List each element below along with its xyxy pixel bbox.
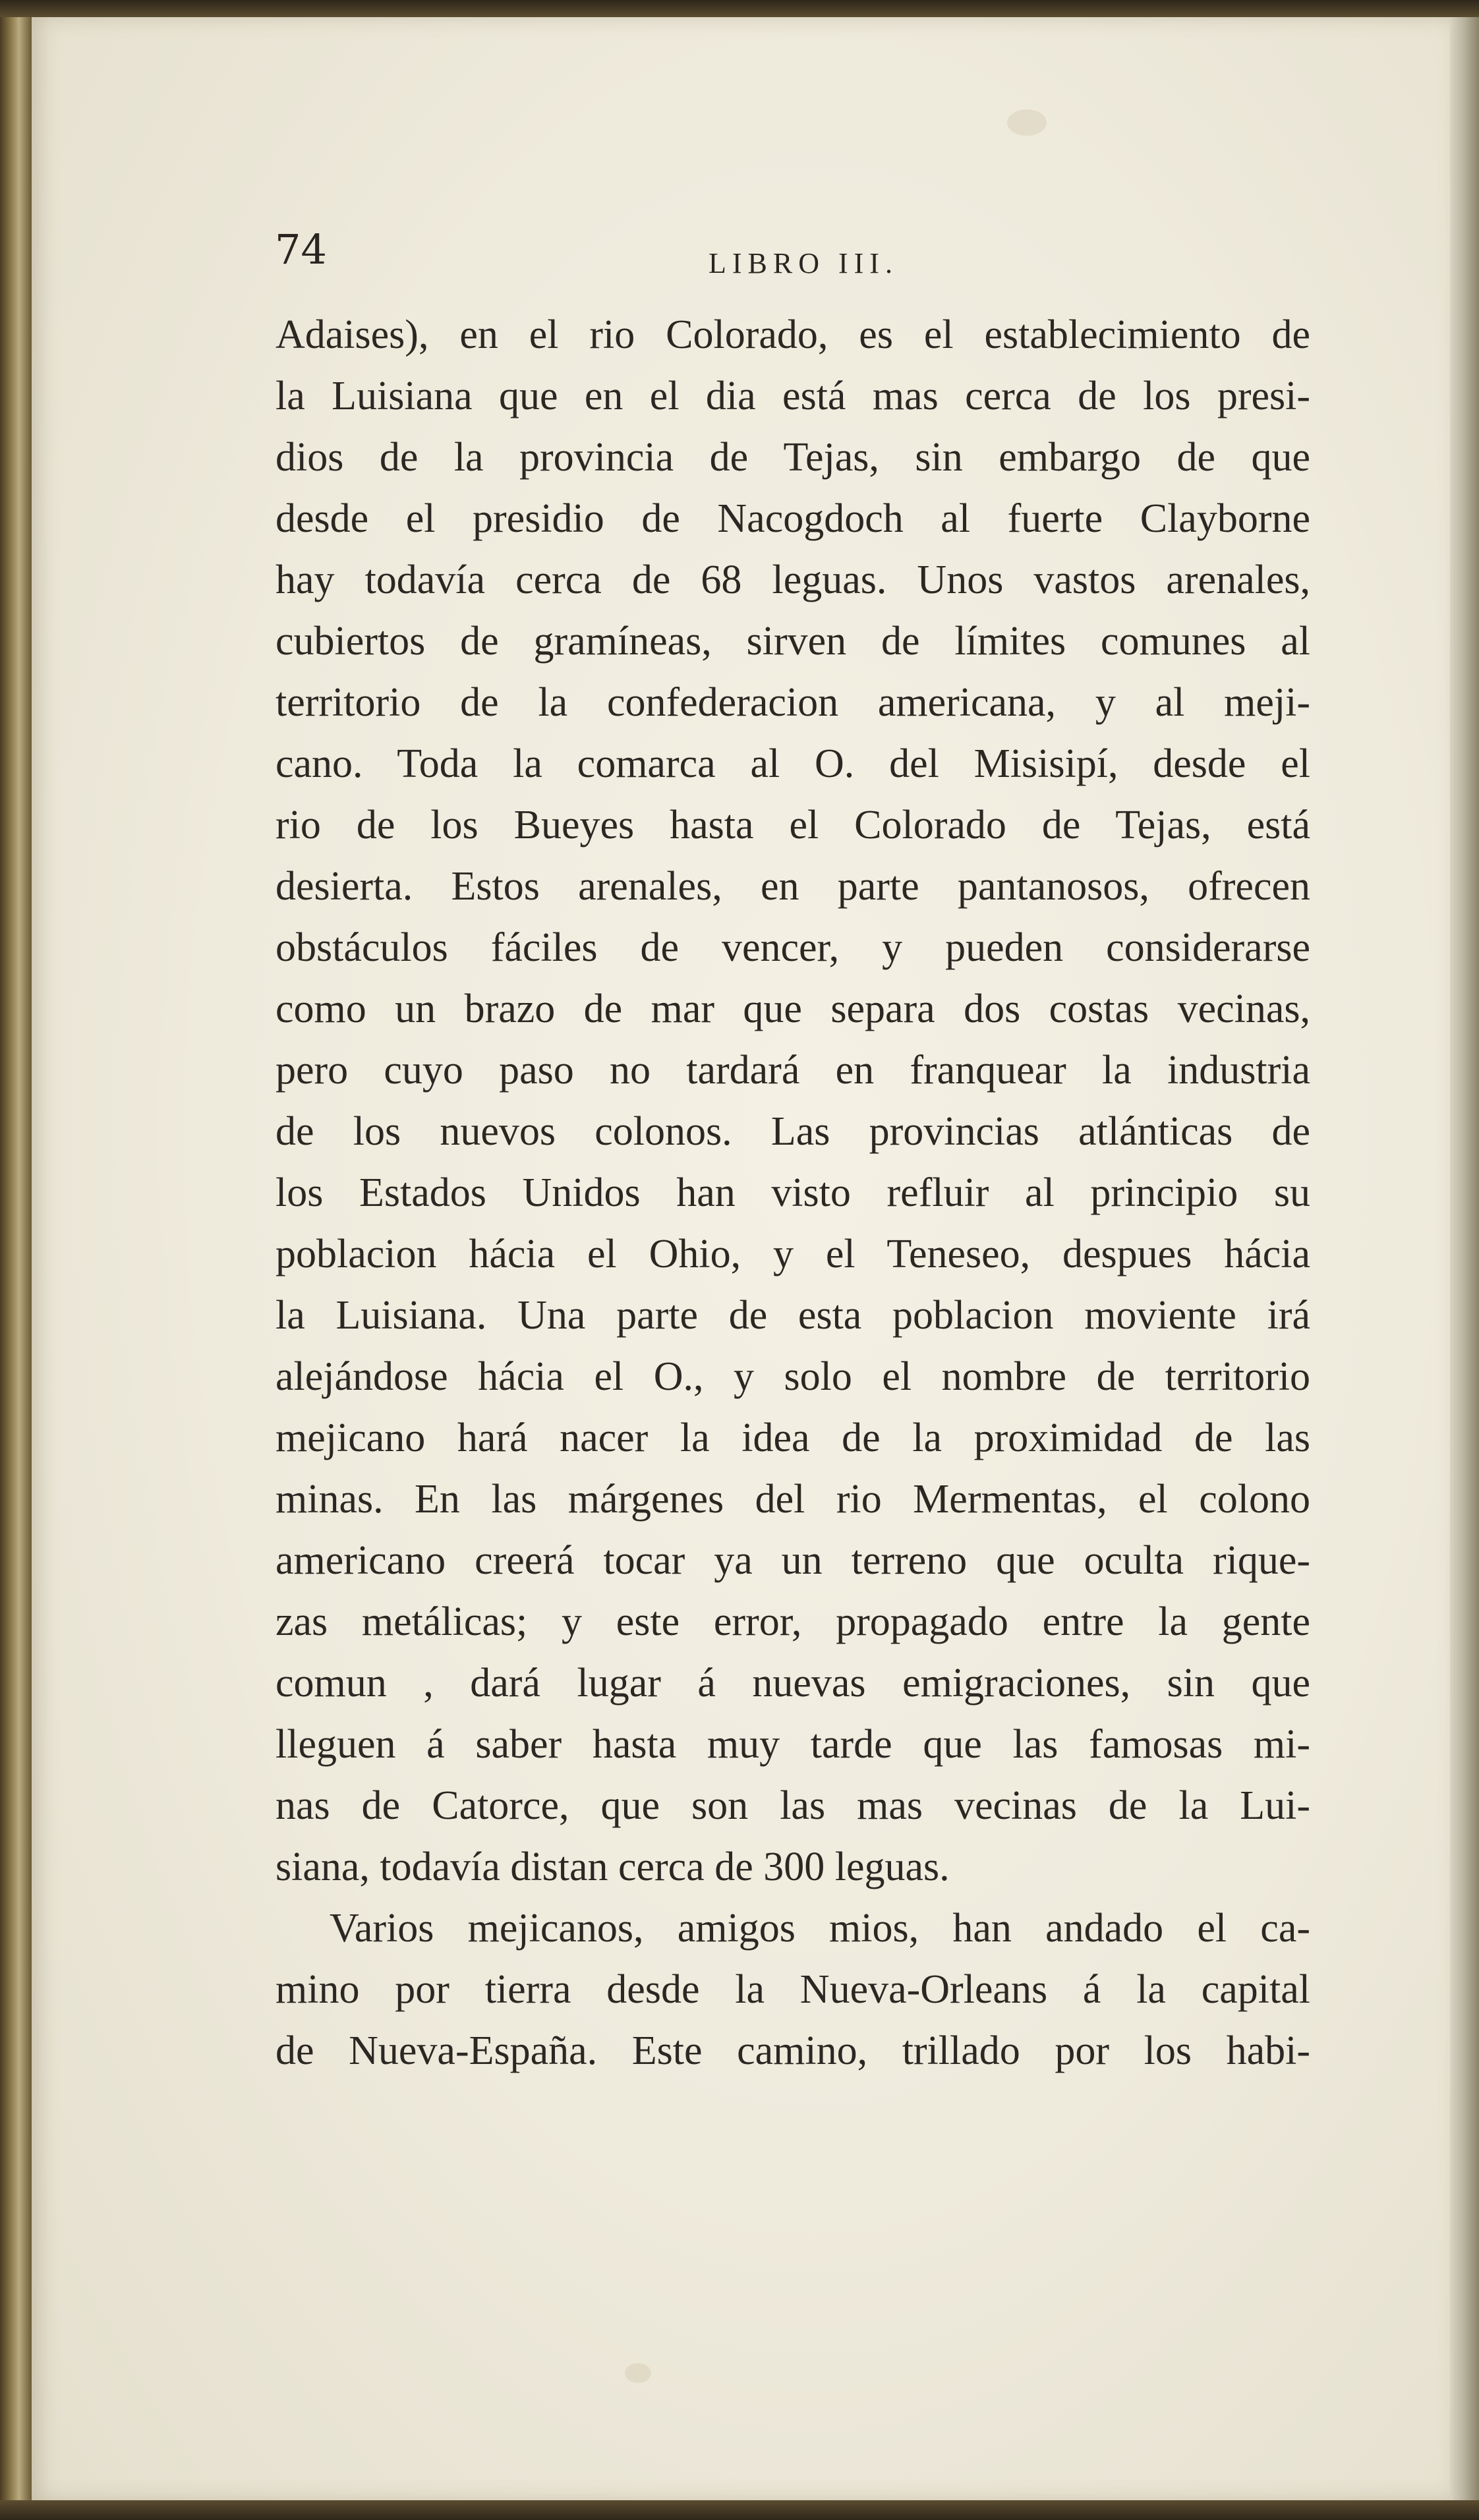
- running-head: [241, 211, 1335, 283]
- text-line: zas metálicas; y este error, propagado entre la gente: [276, 1599, 1310, 1644]
- text-line: comun , dará lugar á nuevas emigraciones, sin que: [276, 1661, 1310, 1705]
- text-line: Adaises), en el rio Colorado, es el establecimiento de: [276, 312, 1310, 357]
- text-line: pero cuyo paso no tardará en franquear la industria: [276, 1048, 1310, 1093]
- text-line: de los nuevos colonos. Las provincias atlánticas de: [276, 1109, 1310, 1154]
- page-fore-edge: [1450, 0, 1479, 2520]
- paper-stain: [625, 2363, 651, 2383]
- text-line: obstáculos fáciles de vencer, y pueden considerarse: [276, 925, 1310, 970]
- paragraph-end-line: siana, todavía distan cerca de 300 leguas.: [276, 1845, 950, 1889]
- text-line: alejándose hácia el O., y solo el nombre de territorio: [276, 1354, 1310, 1399]
- text-line: hay todavía cerca de 68 leguas. Unos vastos arenales,: [276, 558, 1310, 602]
- text-line: lleguen á saber hasta muy tarde que las famosas mi-: [276, 1722, 1310, 1767]
- text-line: como un brazo de mar que separa dos costas vecinas,: [276, 987, 1310, 1031]
- text-line: nas de Catorce, que son las mas vecinas de la Lui-: [276, 1783, 1310, 1828]
- text-line: la Luisiana que en el dia está mas cerca de los presi-: [276, 374, 1310, 418]
- text-line: cubiertos de gramíneas, sirven de límites comunes al: [276, 619, 1310, 664]
- text-line: territorio de la confederacion americana, y al meji-: [276, 680, 1310, 725]
- scan-top-edge: [0, 0, 1479, 17]
- text-line: los Estados Unidos han visto refluir al principio su: [276, 1170, 1310, 1215]
- page-number: 74: [275, 225, 327, 273]
- text-line: americano creerá tocar ya un terreno que oculta rique-: [276, 1538, 1310, 1583]
- text-line: desde el presidio de Nacogdoch al fuerte Clayborne: [276, 496, 1310, 541]
- scan-bottom-edge: [0, 2500, 1479, 2520]
- text-line: mino por tierra desde la Nueva-Orleans á la capital: [276, 1967, 1310, 2012]
- text-line: de Nueva-España. Este camino, trillado por los habi-: [276, 2028, 1310, 2073]
- book-binding-edge: [0, 0, 32, 2520]
- text-line: cano. Toda la comarca al O. del Misisipí, desde el: [276, 741, 1310, 786]
- body-text: [276, 304, 1310, 2082]
- text-line: desierta. Estos arenales, en parte pantanosos, ofrecen: [276, 864, 1310, 909]
- text-line: mejicano hará nacer la idea de la proximidad de las: [276, 1416, 1310, 1460]
- paper-stain: [1007, 109, 1047, 136]
- text-line: la Luisiana. Una parte de esta poblacion moviente irá: [276, 1293, 1310, 1338]
- text-line: rio de los Bueyes hasta el Colorado de Tejas, está: [276, 803, 1310, 847]
- paragraph-first-line: Varios mejicanos, amigos mios, han andado el ca-: [330, 1906, 1310, 1951]
- text-line: poblacion hácia el Ohio, y el Teneseo, despues hácia: [276, 1232, 1310, 1276]
- text-line: minas. En las márgenes del rio Mermentas, el colono: [276, 1477, 1310, 1522]
- running-head-title: LIBRO III.: [709, 247, 898, 279]
- text-line: dios de la provincia de Tejas, sin embargo de que: [276, 435, 1310, 480]
